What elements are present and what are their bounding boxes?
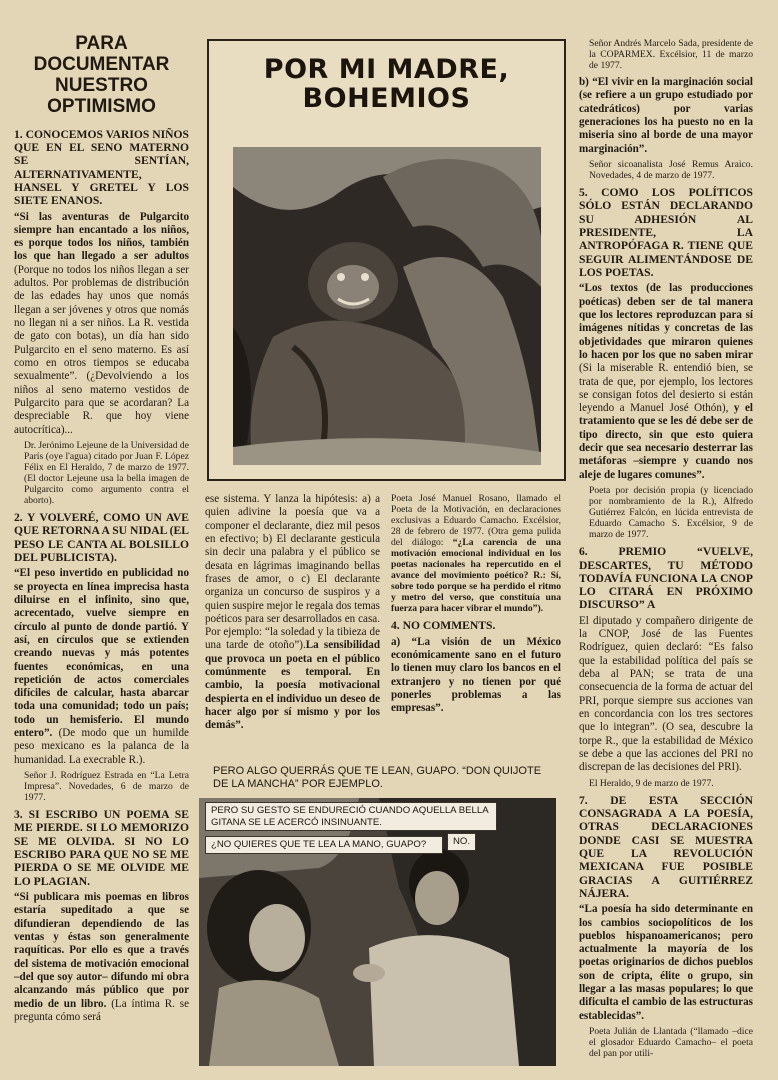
section-7-source: Poeta Julián de Llantada (“llamado –dice el glosador Eduardo Camacho– el poeta del pan por utili- xyxy=(589,1026,753,1060)
section-2-quote: “El peso invertido en publicidad no se proyecta en línea imprecisa hasta diluirse en el infinito, sino que, acrecentado, vuelve siempre en círculo al punto de donde partió. Y así, en círculos que se extienden creando nuevas y más potentes fuentes económicas, en una repetición de actos comerciales difíciles de calcular, hasta abarcar toda una comunidad; todo un país; todo un hemisferio. El mundo entero”. xyxy=(14,567,189,740)
section-2-body xyxy=(14,567,189,767)
section-5-quote: “Los textos (de las producciones poéticas) deben ser de tal manera que los lectores reproduzcan para sí imágenes nítidas y concretas de las objetividades que miraron quienes lo hacen por los que no saben mirar xyxy=(579,282,753,361)
narration-bubble: PERO SU GESTO SE ENDURECIÓ CUANDO AQUELLA BELLA GITANA SE LE ACERCÓ INSINUANTE. xyxy=(205,802,497,831)
section-5-quote-2: y el tratamiento que se les dé debe ser de tipo directo, sin que esto quiera decir que sea necesario desterrar las metáforas –siempre y cuando nos aleje de lugares comunes”. xyxy=(579,402,753,481)
section-2-comment: (De modo que un humilde peso mexicano es la palanca de la humanidad. La execrable R.). xyxy=(14,727,189,766)
section-4-quote: a) “La visión de un México económicamente sano en el futuro lo tienen muy claro los bancos en el extranjero y no tienen por qué ponerles problemas a las empresas”. xyxy=(391,635,561,715)
speech-bubble-answer: NO. xyxy=(447,833,476,851)
section-3-comment: (La íntima R. se pregunta cómo será xyxy=(14,997,189,1023)
section-7-quote: “La poesía ha sido determinante en los cambios sociopolíticos de los pueblos hispanoamericanos; pero actualmente la mayoría de los poetas originarios de dichos pueblos son de cripta, élite o grupo, sin llegar a las masas populares; lo que dificulta el cambio de las estructuras establecidas”. xyxy=(579,903,753,1022)
section-1-quote: “Si las aventuras de Pulgarcito siempre han encantado a los niños, es porque todos los niños, también los que han llegado a ser adultos xyxy=(14,210,189,263)
hypothesis-paragraph xyxy=(205,493,380,733)
comic-caption: PERO ALGO QUERRÁS QUE TE LEAN, GUAPO. “DON QUIJOTE DE LA MANCHA” POR EJEMPLO. xyxy=(213,765,542,791)
photo-comic-panel xyxy=(199,798,556,1066)
article-title: PARA DOCUMENTAR NUESTRO OPTIMISMO xyxy=(33,33,170,117)
hypothesis-text: ese sistema. Y lanza la hipótesis: a) a quien adivine la poesía que va a componer el declarante, diez mil pesos en efectivo; b) El declarante gesticula sin decir una palabra y el público se desata en lágrimas imaginando bellas frases de amor, o c) El declarante organiza un concurso de suspiros y a quien suspire mejor le regala dos temas poéticos para ser desarrollados en casa. Por ejemplo: “la soledad y la tibieza de una tarde de otoño”). xyxy=(205,493,380,652)
section-2-source: Señor J. Rodríguez Estrada en “La Letra Impresa”. Novedades, 6 de marzo de 1977. xyxy=(24,770,189,804)
section-5-source: Poeta por decisión propia (y licenciado por nombramiento de la R.), Alfredo Gutiérrez Falcón, en lúcida entrevista de Eduardo Camacho S. Excélsior, 9 de marzo de 1977. xyxy=(589,485,753,541)
section-4-heading: 4. NO COMMENTS. xyxy=(391,619,496,633)
coparmex-source: Señor Andrés Marcelo Sada, presidente de la COPARMEX. Excélsior, 11 de marzo de 1977. xyxy=(589,38,753,72)
hypothesis-quote: La sensibilidad que provoca un poeta en el público comúnmente es temporal. En cambio, la poesía motivacional despierta en el individuo un deseo de hacer algo por sí mismo y por los demás”. xyxy=(205,639,380,732)
poet-source-text: Poeta José Manuel Rosano, llamado el Poeta de la Motivación, en declaraciones exclusivas a Eduardo Camacho. Excélsior, 28 de febrero de 1977. (Otra gema pulida del diálogo: xyxy=(391,493,561,549)
poet-source-dialogue: “¿La carencia de una motivación emocional individual en los poetas nacionales ha repercutido en el avance del movimiento poético? R.: Sí, sobre todo porque se ha perdido el ritmo y metro del verso, que constituía una fuerza para hacer vibrar el mundo”). xyxy=(391,537,561,615)
poet-source xyxy=(391,493,561,614)
section-b-source: Señor sicoanalista José Remus Araico. Novedades, 4 de marzo de 1977. xyxy=(589,158,753,181)
speech-bubble-question: ¿NO QUIERES QUE TE LEA LA MANO, GUAPO? xyxy=(205,836,443,854)
section-7-heading: 7. DE ESTA SECCIÓN CONSAGRADA A LA POESÍA, OTRAS DECLARACIONES DONDE CASI SE MUESTRA QUE LA REVOLUCIÓN MEXICANA FUE POSIBLE GRACIAS A GUITIÉRREZ NÁJERA. xyxy=(579,793,753,900)
section-6-source: El Heraldo, 9 de marzo de 1977. xyxy=(589,777,714,789)
section-2-heading: 2. Y VOLVERÉ, COMO UN AVE QUE RETORNA A SU NIDAL (EL PESO LE CANTA AL BOLSILLO DEL PUBLICISTA). xyxy=(14,511,189,565)
section-6-body xyxy=(579,615,753,775)
section-3-body xyxy=(14,891,189,1024)
monster-photo xyxy=(233,147,541,465)
section-5-heading: 5. COMO LOS POLÍTICOS SÓLO ESTÁN DECLARANDO SU ADHESIÓN AL PRESIDENTE, LA ANTROPÓFAGA R. TIENE QUE SEGUIR ALIMENTÁNDOSE DE LOS POETAS. xyxy=(579,186,753,279)
section-1-comment: (Porque no todos los niños llegan a ser adultos. Por problemas de distribución de las edades hay unos que nomás llegan a ser jóvenes y otros que nomás no llegan ni a ser niños. La R. vestida de gato con botas), un día han sido Pulgarcito en el seno materno. Es así como en otros tiempos se educaba sexualmente”. (¿Devolviendo a los niños al seno materno vestidos de Pulgarcito para que se acordaran? La despreciable R. que hoy viene autocrítica)... xyxy=(14,263,189,436)
section-6-text: El diputado y compañero dirigente de la CNOP, José de las Fuentes Rodríguez, quien declaró: “Es falso que la estabilidad política del país se deba al PAN; se trata de una consecuencia de la forma de actuar del PRI, porque siempre sus acciones van en concordancia con los tres sectores que lo integran”. xyxy=(579,614,753,734)
movie-poster-frame xyxy=(207,39,566,481)
middle-column-2 xyxy=(391,493,561,719)
middle-column-1 xyxy=(205,493,380,736)
section-5-comment: (Si la miserable R. entendió bien, se trata de que, por ejemplo, los lectores se consigan fotos del desierto si están leyendo a Manuel José Othón), xyxy=(579,362,753,415)
poster-title xyxy=(209,55,564,113)
section-6-heading: 6. PREMIO “VUELVE, DESCARTES, TU MÉTODO TODAVÍA FUNCIONA LA CNOP LO CITARÁ EN PRÓXIMO DISCURSO” A xyxy=(579,545,753,612)
monster-photo-illustration xyxy=(233,147,541,465)
left-column xyxy=(14,0,189,1027)
poster-title-line-1: POR MI MADRE, xyxy=(263,54,510,85)
section-3-quote: “Si publicara mis poemas en libros estaría supeditado a que se difundieran dependiendo de las ventas y éstas son generalmente raquíticas. Por ello es que a través del sistema de motivación emocional –del que soy autor– difundo mi obra alcanzando más público que por medio de un libro. xyxy=(14,891,189,1010)
section-1-body xyxy=(14,211,189,437)
section-b-quote: b) “El vivir en la marginación social (se refiere a un grupo estudiado por catedráticos) por varias generaciones los ha puesto no en la miseria sino al borde de una mayor marginación”. xyxy=(579,76,753,155)
right-column xyxy=(579,0,753,1064)
section-5-body xyxy=(579,282,753,482)
section-3-heading: 3. SI ESCRIBO UN POEMA SE ME PIERDE. SI LO MEMORIZO SE ME OLVIDA. SI NO LO ESCRIBO PARA QUE NO SE ME PIERDA O SE ME OLVIDE ME LO PLAGIAN. xyxy=(14,808,189,888)
section-1-heading: 1. CONOCEMOS VARIOS NIÑOS QUE EN EL SENO MATERNO SE SENTÍAN, ALTERNATIVAMENTE, HANSEL Y GRETEL Y LOS SIETE ENANOS. xyxy=(14,127,189,208)
section-6-comment: (O sea, descubre la torpe R., que la estabilidad de México se debe a que las acciones del PRI no discrepan de las decisiones del PRI). xyxy=(579,721,753,774)
poster-title-line-2: BOHEMIOS xyxy=(302,83,471,115)
section-1-source: Dr. Jerónimo Lejeune de la Universidad de París (oye l'agua) citado por Juan F. López Félix en El Heraldo, 7 de marzo de 1977. (El doctor Lejeune usa la bella imagen de Pulgarcito como argumento contra el aborto). xyxy=(24,439,189,506)
